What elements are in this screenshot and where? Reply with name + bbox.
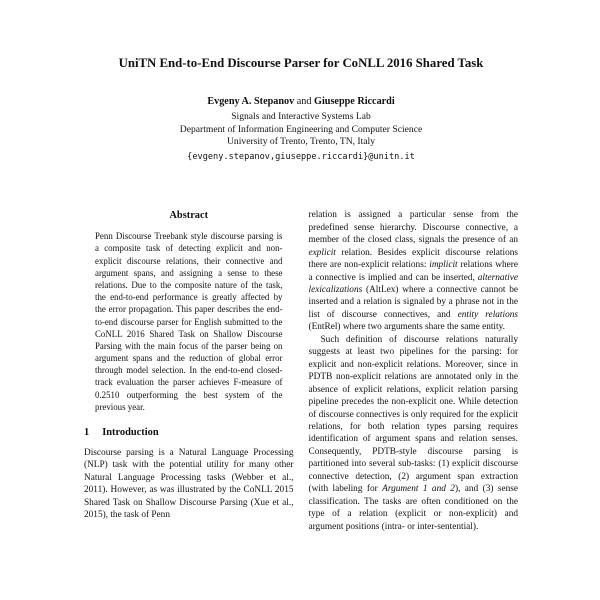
abstract-text: Penn Discourse Treebank style discourse parsing is a composite task of detecting explicit and non-explicit discourse relations, their connective and argument spans, and assigning a sense to these relations. Due to the composite nature of the task, the end-to-end performance is greatly affected by the error propagation. This paper describes the end-to-end discourse parser for English submitted to the CoNLL 2016 Shared Task on Shallow Discourse Parsing with the main focus of the parser being on argument spans and the reduction of global error through model selection. In the end-to-end closed-track evaluation the parser achieves F-measure of 0.2510 outperforming the best system of the previous year. (95, 231, 283, 412)
section-1-number: 1 (84, 427, 90, 439)
authors-line (84, 96, 518, 107)
author-1: Evgeny A. Stepanov (207, 95, 295, 107)
paper-title: UniTN End-to-End Discourse Parser for CoNLL 2016 Shared Task (118, 56, 484, 70)
introduction-paragraph: Discourse parsing is a Natural Language Processing (NLP) task with the potential utility for many other Natural Language Processing tasks (Webber et al., 2011). However, as was illustrated by the CoNLL 2015 Shared Task on Shallow Discourse Parsing (Xue et al., 2015), the task of Penn (84, 447, 294, 521)
section-1-heading (84, 426, 294, 440)
affiliation-university: University of Trento, Trento, TN, Italy (227, 136, 375, 148)
affiliation-department: Department of Information Engineering and Computer Science (179, 123, 423, 135)
two-column-body (84, 209, 518, 533)
right-column (309, 209, 519, 533)
right-column-paragraph-1: relation is assigned a particular sense from the predefined sense hierarchy. Discourse connective, a member of the closed class, signals the presence of an explicit relation. Besides explicit discourse relations there are non-explicit relations: implicit relations where a connective is implied and can be inserted, alternative lexicalizations (AltLex) where a connective cannot be inserted and a relation is signaled by a phrase not in the list of discourse connectives, and entity relations (EntRel) where two arguments share the same entity. (308, 210, 519, 333)
abstract-heading: Abstract (169, 210, 209, 222)
section-1-title: Introduction (102, 427, 159, 439)
left-column (84, 209, 294, 533)
affiliation-lab: Signals and Interactive Systems Lab (231, 110, 371, 122)
affiliation-email: {evgeny.stepanov,giuseppe.riccardi}@unitn.it (187, 151, 415, 162)
affiliation-block (84, 111, 518, 163)
author-conjunction: and (296, 95, 312, 107)
author-2: Giuseppe Riccardi (314, 95, 395, 107)
right-column-paragraph-2: Such definition of discourse relations naturally suggests at least two pipelines for the parsing: for explicit and non-explicit relations. Moreover, since in PDTB non-explicit relations are annotated only in the absence of explicit relations, explicit relation parsing pipeline precedes the non-explicit one. While detection of discourse connectives is only required for the explicit relations, for both relation types parsing requires identification of argument spans and relation senses. Consequently, PDTB-style discourse parsing is partitioned into several sub-tasks: (1) explicit discourse connective detection, (2) argument span extraction (with labeling for Argument 1 and 2), and (3) sense classification. The tasks are often conditioned on the type of a relation (explicit or non-explicit) and argument positions (intra- or inter-sentential). (308, 334, 518, 532)
